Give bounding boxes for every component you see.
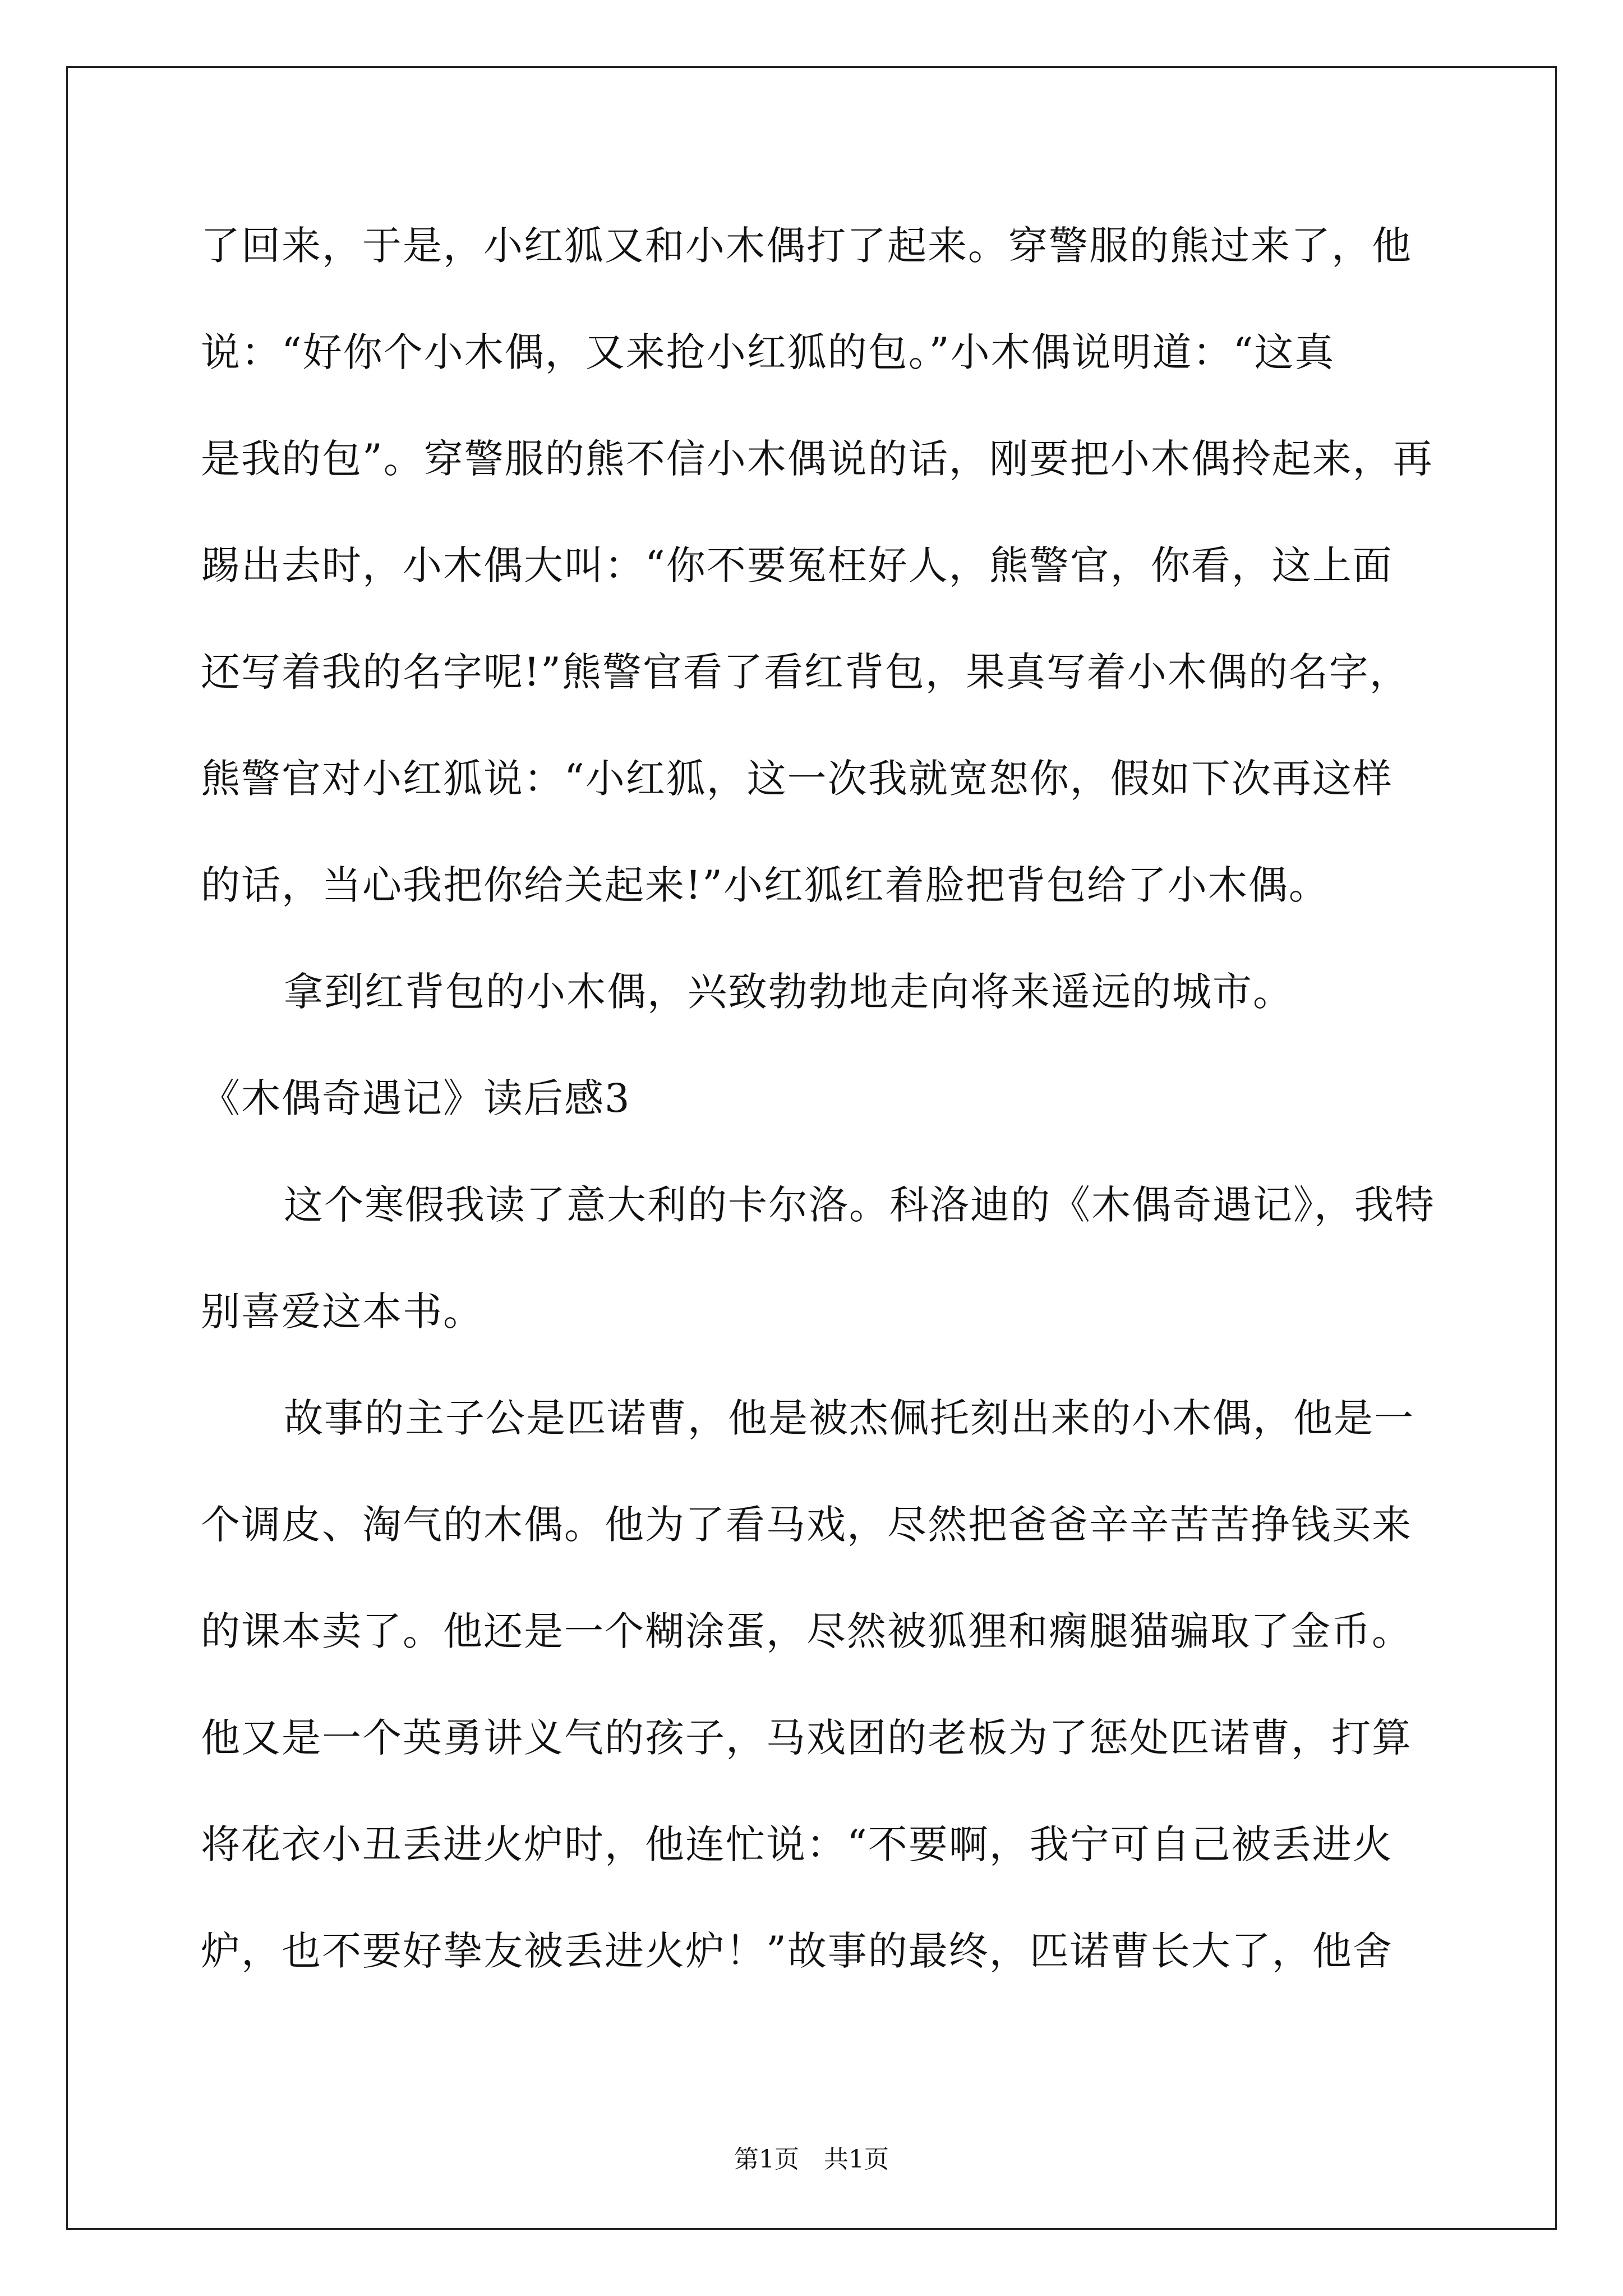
text-line: 了回来，于是，小红狐又和小木偶打了起来。穿警服的熊过来了，他 [201,223,1412,269]
page-border [66,66,1557,2230]
text-line: 这个寒假我读了意大利的卡尔洛。科洛迪的《木偶奇遇记》，我特 [284,1182,1435,1228]
page-number: 第1页 共1页 [734,2145,889,2174]
text-line: 炉，也不要好挚友被丢进火炉！”故事的最终，匹诺曹长大了，他舍 [201,1928,1393,1974]
text-line: 踢出去时，小木偶大叫：“你不要冤枉好人，熊警官，你看，这上面 [201,542,1393,588]
text-line: 说：“好你个小木偶，又来抢小红狐的包。”小木偶说明道：“这真 [201,329,1335,375]
text-line: 熊警官对小红狐说：“小红狐，这一次我就宽恕你，假如下次再这样 [201,756,1393,802]
text-line: 的课本卖了。他还是一个糊涂蛋，尽然被狐狸和瘸腿猫骗取了金币。 [201,1608,1412,1654]
text-line: 的话，当心我把你给关起来!”小红狐红着脸把背包给了小木偶。 [201,862,1329,908]
text-line: 别喜爱这本书。 [201,1289,483,1335]
text-line: 还写着我的名字呢!”熊警官看了看红背包，果真写着小木偶的名字， [201,649,1410,695]
text-line: 故事的主子公是匹诺曹，他是被杰佩托刻出来的小木偶，他是一 [284,1395,1414,1441]
text-line: 是我的包”。穿警服的熊不信小木偶说的话，刚要把小木偶拎起来，再 [201,436,1433,482]
text-line: 个调皮、淘气的木偶。他为了看马戏，尽然把爸爸辛辛苦苦挣钱买来 [201,1502,1412,1548]
section-heading: 《木偶奇遇记》读后感3 [201,1075,631,1121]
text-line: 将花衣小丑丢进火炉时，他连忙说：“不要啊，我宁可自己被丢进火 [201,1821,1393,1867]
text-line: 他又是一个英勇讲义气的孩子，马戏团的老板为了惩处匹诺曹，打算 [201,1715,1412,1761]
text-line: 拿到红背包的小木偶，兴致勃勃地走向将来遥远的城市。 [284,969,1293,1015]
